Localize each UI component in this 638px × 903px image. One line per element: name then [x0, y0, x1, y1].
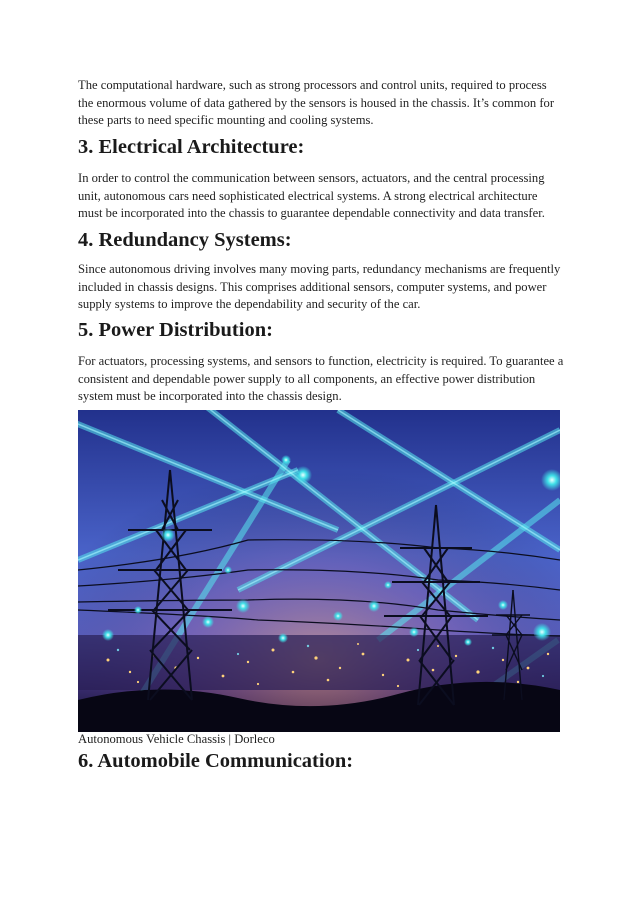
power-lines-image — [78, 410, 560, 732]
heading-automobile-communication: 6. Automobile Communication: — [78, 750, 354, 772]
power-paragraph: For actuators, processing systems, and sensors to function, electricity is required. To guarantee a consistent and dependable power supply to all components, an effective power distribution system must be incorporated into the chassis design. — [78, 354, 564, 403]
image-caption: Autonomous Vehicle Chassis | Dorleco — [78, 732, 275, 746]
heading-power-distribution: 5. Power Distribution: — [78, 319, 273, 341]
power-lines-illustration — [78, 410, 560, 732]
heading-redundancy-systems: 4. Redundancy Systems: — [78, 229, 292, 251]
intro-paragraph: The computational hardware, such as strong processors and control units, required to process the enormous volume of data gathered by the sensors is housed in the chassis. It’s common for these parts to need specific mounting and cooling systems. — [78, 78, 555, 127]
electrical-paragraph: In order to control the communication between sensors, actuators, and the central processing unit, autonomous cars need sophisticated electrical systems. A strong electrical architecture must be incorporated into the chassis to guarantee dependable connectivity and data transfer. — [78, 171, 545, 220]
heading-electrical-architecture: 3. Electrical Architecture: — [78, 136, 305, 158]
redundancy-paragraph: Since autonomous driving involves many moving parts, redundancy mechanisms are frequently included in chassis designs. This comprises additional sensors, computer systems, and power supply systems to improve the dependability and security of the car. — [78, 262, 561, 311]
